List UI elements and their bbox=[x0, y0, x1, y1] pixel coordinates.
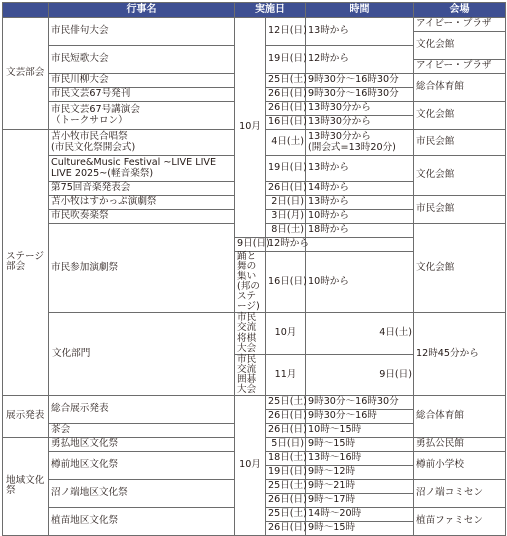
venue-numanohata: 沼ノ端コミセン bbox=[414, 479, 506, 507]
day-16: 16日(日) bbox=[266, 252, 306, 313]
venue-sogo: 総合体育館 bbox=[414, 74, 506, 102]
time: 13時～16時 bbox=[306, 451, 414, 465]
category-bunka: 文化部門 bbox=[49, 313, 235, 396]
day-18: 18日(土) bbox=[266, 451, 306, 465]
event-tanka: 市民短歌大会 bbox=[49, 46, 235, 74]
time-line2: (開会式=13時20分) bbox=[308, 141, 396, 153]
month-oct: 10月 bbox=[235, 395, 266, 535]
time: 13時30分から bbox=[306, 116, 414, 130]
venue-bunka2: 文化会館 bbox=[414, 102, 506, 130]
day-16: 16日(日) bbox=[266, 116, 306, 130]
time: 9時30分～16時30分 bbox=[306, 88, 414, 102]
time: 10時から bbox=[306, 210, 414, 224]
event-culture-line2: LIVE 2025~(軽音楽祭) bbox=[51, 167, 154, 179]
time: 13時から bbox=[306, 156, 414, 182]
day-9: 9日(日) bbox=[306, 354, 414, 395]
event-koenkai-line1: 市民文芸67号講演会 bbox=[51, 104, 140, 116]
time: 13時から bbox=[306, 18, 414, 46]
event-haiku: 市民俳句大会 bbox=[49, 18, 235, 46]
time: 10時から bbox=[306, 252, 414, 313]
venue-sogo2: 総合体育館 bbox=[414, 395, 506, 437]
time: 9時30分～16時 bbox=[306, 409, 414, 423]
category-stage: ステージ部会 bbox=[3, 130, 49, 396]
event-koenkai-line2: （トークサロン） bbox=[51, 114, 128, 126]
event-igo: 市民交流囲碁大会 bbox=[235, 354, 266, 395]
event-odori bbox=[235, 252, 266, 313]
time: 9時30分～16時30分 bbox=[306, 395, 414, 409]
time: 14時～20時 bbox=[306, 507, 414, 521]
event-shogi: 市民交流将棋大会 bbox=[235, 313, 266, 354]
day-19: 19日(日) bbox=[266, 46, 306, 74]
time bbox=[306, 130, 414, 156]
venue-bunka: 文化会館 bbox=[414, 32, 506, 60]
event-odori-line1: 踊と舞の集い bbox=[237, 251, 257, 283]
event-odori-line2: (邦のステージ) bbox=[237, 281, 260, 313]
event-numanohata: 沼ノ端地区文化祭 bbox=[49, 479, 235, 507]
time: 9時～15時 bbox=[306, 521, 414, 535]
day-26: 26日(日) bbox=[266, 493, 306, 507]
event-sogo: 総合展示発表 bbox=[49, 395, 235, 423]
day-8: 8日(土) bbox=[266, 224, 306, 238]
time: 9時～12時 bbox=[306, 465, 414, 479]
event-koenkai bbox=[49, 102, 235, 130]
time: 12時45分から bbox=[414, 313, 506, 396]
day-26: 26日(日) bbox=[266, 409, 306, 423]
day-2: 2日(日) bbox=[266, 196, 306, 210]
event-shokubo: 植苗地区文化祭 bbox=[49, 507, 235, 535]
category-tenji: 展示発表 bbox=[3, 395, 49, 437]
time: 18時から bbox=[306, 224, 414, 238]
time: 9時～15時 bbox=[306, 437, 414, 451]
day-26: 26日(日) bbox=[266, 182, 306, 196]
time: 13時から bbox=[306, 196, 414, 210]
table-row bbox=[3, 313, 506, 354]
event-yufutsu: 勇払地区文化祭 bbox=[49, 437, 235, 451]
venue-shimin2: 市民会館 bbox=[414, 196, 506, 224]
event-suisou: 市民吹奏楽祭 bbox=[49, 210, 235, 224]
day-3: 3日(月) bbox=[266, 210, 306, 224]
event-ongaku: 第75回音楽発表会 bbox=[49, 182, 235, 196]
day-4: 4日(土) bbox=[266, 130, 306, 156]
venue-tarumae: 樽前小学校 bbox=[414, 451, 506, 479]
table-row bbox=[3, 18, 506, 32]
event-gassho-line1: 苫小牧市民合唱祭 bbox=[51, 131, 128, 143]
day-26: 26日(日) bbox=[266, 88, 306, 102]
day-26: 26日(日) bbox=[266, 102, 306, 116]
venue-yufutsu: 勇払公民館 bbox=[414, 437, 506, 451]
venue-ivy2: アイビー・プラザ bbox=[414, 60, 506, 74]
time: 14時から bbox=[306, 182, 414, 196]
venue-shokubo: 植苗ファミセン bbox=[414, 507, 506, 535]
table-row bbox=[3, 395, 506, 409]
event-sanka: 市民参加演劇祭 bbox=[49, 224, 235, 313]
day-9: 9日(日) bbox=[235, 238, 266, 252]
event-bungei67: 市民文芸67号発刊 bbox=[49, 88, 235, 102]
event-tarumae: 樽前地区文化祭 bbox=[49, 451, 235, 479]
event-engeki: 苫小牧はすかっぷ演劇祭 bbox=[49, 196, 235, 210]
venue-ivy: アイビー・プラザ bbox=[414, 18, 506, 32]
time: 13時30分から bbox=[306, 102, 414, 116]
category-bungei: 文芸部会 bbox=[3, 18, 49, 130]
header-row bbox=[3, 3, 506, 18]
event-senryu: 市民川柳大会 bbox=[49, 74, 235, 88]
header-category bbox=[3, 3, 49, 18]
time: 9時～17時 bbox=[306, 493, 414, 507]
header-venue: 会場 bbox=[414, 3, 506, 18]
header-event: 行事名 bbox=[49, 3, 235, 18]
month-nov: 11月 bbox=[266, 354, 306, 395]
event-schedule-table bbox=[2, 2, 506, 536]
event-gassho-line2: (市民文化祭開会式) bbox=[51, 141, 136, 153]
event-chakai: 茶会 bbox=[49, 423, 235, 437]
time: 12時から bbox=[266, 238, 306, 252]
time: 12時から bbox=[306, 46, 414, 74]
day-26: 26日(日) bbox=[266, 521, 306, 535]
day-25: 25日(土) bbox=[266, 74, 306, 88]
day-4: 4日(土) bbox=[306, 313, 414, 354]
month-oct: 10月 bbox=[266, 313, 306, 354]
time: 9時～21時 bbox=[306, 479, 414, 493]
event-gassho bbox=[49, 130, 235, 156]
venue-shimin: 市民会館 bbox=[414, 130, 506, 156]
day-25: 25日(土) bbox=[266, 479, 306, 493]
day-12: 12日(日) bbox=[266, 18, 306, 46]
event-culture-line1: Culture&Music Festival ~LIVE LIVE bbox=[51, 157, 217, 169]
day-5: 5日(日) bbox=[266, 437, 306, 451]
venue-bunka4: 文化会館 bbox=[414, 224, 506, 313]
day-26: 26日(日) bbox=[266, 423, 306, 437]
time: 9時30分～16時30分 bbox=[306, 74, 414, 88]
day-25: 25日(土) bbox=[266, 395, 306, 409]
category-chiiki: 地域文化祭 bbox=[3, 437, 49, 535]
header-time: 時間 bbox=[306, 3, 414, 18]
day-25: 25日(土) bbox=[266, 507, 306, 521]
month-oct: 10月 bbox=[235, 18, 266, 238]
day-19: 19日(日) bbox=[266, 156, 306, 182]
time-line1: 13時30分から bbox=[308, 131, 371, 143]
header-date: 実施日 bbox=[235, 3, 306, 18]
time: 10時～15時 bbox=[306, 423, 414, 437]
day-19: 19日(日) bbox=[266, 465, 306, 479]
venue-bunka3: 文化会館 bbox=[414, 156, 506, 196]
event-culture bbox=[49, 156, 235, 182]
